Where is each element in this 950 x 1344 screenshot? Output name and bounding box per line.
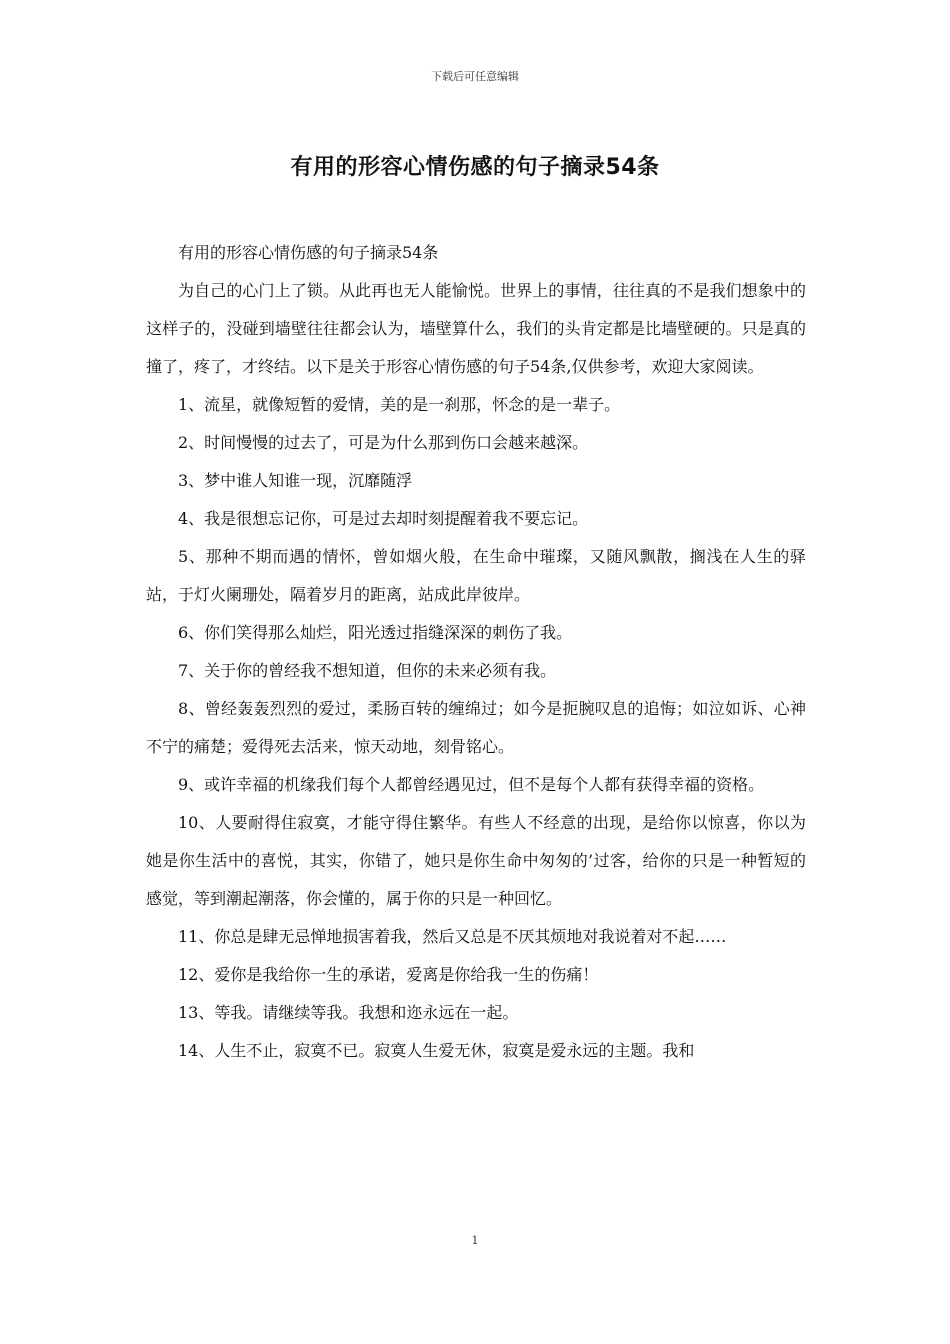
list-item: 12、爱你是我给你一生的承诺，爱离是你给我一生的伤痛！ <box>178 965 599 984</box>
list-item: 10、人要耐得住寂寞，才能守得住繁华。有些人不经意的出现，是给你以惊喜，你以为她是你生活中的喜悦，其实，你错了，她只是你生命中匆匆的’过客，给你的只是一种暂短的感觉，等到潮起潮落，你会懂的，属于你的只是一种回忆。 <box>146 813 806 908</box>
list-item: 7、关于你的曾经我不想知道，但你的未来必须有我。 <box>178 661 557 680</box>
list-item: 11、你总是肆无忌惮地损害着我，然后又总是不厌其烦地对我说着对不起…… <box>178 927 727 946</box>
page-number: 1 <box>471 1234 479 1247</box>
list-item: 1、流星，就像短暂的爱情，美的是一刹那，怀念的是一辈子。 <box>178 395 621 414</box>
list-item: 14、人生不止，寂寞不已。寂寞人生爱无休，寂寞是爱永远的主题。我和 <box>178 1041 695 1060</box>
list-item: 8、曾经轰轰烈烈的爱过，柔肠百转的缠绵过；如今是扼腕叹息的追悔；如泣如诉、心神不宁的痛楚；爱得死去活来，惊天动地，刻骨铭心。 <box>146 699 806 756</box>
list-item: 2、时间慢慢的过去了，可是为什么那到伤口会越来越深。 <box>178 433 589 452</box>
paragraph-intro: 为自己的心门上了锁。从此再也无人能愉悦。世界上的事情，往往真的不是我们想象中的这样子的，没碰到墙壁往往都会认为，墙壁算什么，我们的头肯定都是比墙壁硬的。只是真的撞了，疼了，才终结。以下是关于形容心情伤感的句子54条,仅供参考，欢迎大家阅读。 <box>146 281 806 376</box>
list-item: 9、或许幸福的机缘我们每个人都曾经遇见过，但不是每个人都有获得幸福的资格。 <box>178 775 765 794</box>
document-body <box>146 234 806 1070</box>
list-item: 13、等我。请继续等我。我想和迩永远在一起。 <box>178 1003 519 1022</box>
list-item: 4、我是很想忘记你，可是过去却时刻提醒着我不要忘记。 <box>178 509 589 528</box>
list-item: 5、那种不期而遇的情怀，曾如烟火般，在生命中璀璨，又随风飘散，搁浅在人生的驿站，于灯火阑珊处，隔着岁月的距离，站成此岸彼岸。 <box>146 547 806 604</box>
list-item: 3、梦中谁人知谁一现，沉靡随浮 <box>178 471 413 490</box>
paragraph-subtitle: 有用的形容心情伤感的句子摘录54条 <box>178 243 439 262</box>
document-title: 有用的形容心情伤感的句子摘录54条 <box>290 155 660 180</box>
list-item: 6、你们笑得那么灿烂，阳光透过指缝深深的刺伤了我。 <box>178 623 573 642</box>
header-note: 下载后可任意编辑 <box>431 70 519 83</box>
